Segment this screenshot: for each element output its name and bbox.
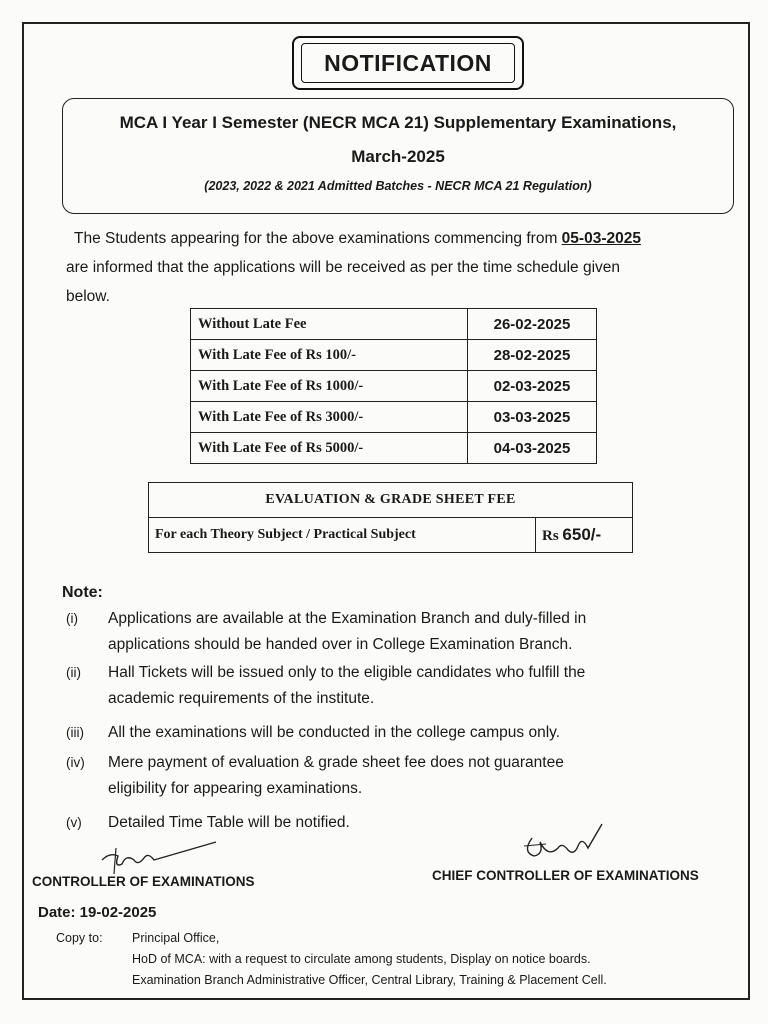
note-text: All the examinations will be conducted in the college campus only.: [108, 724, 561, 741]
exam-month: March-2025: [351, 147, 445, 166]
copy-to-list: [132, 928, 607, 991]
note-text: academic requirements of the institute.: [108, 690, 375, 707]
intro-text: The Students appearing for the above examinations commencing from: [74, 230, 558, 247]
note-text: Applications are available at the Examination Branch and duly-filled in: [108, 610, 587, 627]
notice-date: Date: 19-02-2025: [38, 904, 157, 921]
fee-label: With Late Fee of Rs 5000/-: [191, 433, 468, 464]
intro-text: below.: [66, 288, 110, 305]
admitted-batches: (2023, 2022 & 2021 Admitted Batches - NECR MCA 21 Regulation): [204, 179, 592, 193]
table-row: [191, 433, 597, 464]
note-number: (v): [66, 815, 82, 830]
note-number: (ii): [66, 665, 81, 680]
note-number: (iii): [66, 725, 84, 740]
start-date: 05-03-2025: [561, 230, 641, 247]
note-text: Hall Tickets will be issued only to the eligible candidates who fulfill the: [108, 664, 586, 681]
table-row: [191, 371, 597, 402]
list-item: [66, 660, 706, 712]
fee-label: With Late Fee of Rs 3000/-: [191, 402, 468, 433]
note-number: (iv): [66, 755, 85, 770]
currency-label: Rs: [542, 528, 559, 544]
intro-text: are informed that the applications will be received as per the time schedule given: [66, 259, 621, 276]
fee-schedule-table: [190, 308, 597, 464]
copy-to-label: Copy to:: [56, 931, 103, 945]
exam-title: MCA I Year I Semester (NECR MCA 21) Supplementary Examinations,: [119, 113, 677, 132]
fee-label: With Late Fee of Rs 1000/-: [191, 371, 468, 402]
list-item: HoD of MCA: with a request to circulate among students, Display on notice boards.: [132, 952, 591, 966]
list-item: [66, 606, 706, 658]
note-number: (i): [66, 611, 78, 626]
list-item: Examination Branch Administrative Officer, Central Library, Training & Placement Cell.: [132, 973, 607, 987]
table-row: [191, 402, 597, 433]
evaluation-label: For each Theory Subject / Practical Subject: [149, 518, 536, 553]
chief-controller-signature: [518, 818, 608, 870]
evaluation-fee-table: [148, 482, 633, 553]
fee-date: 04-03-2025: [468, 433, 597, 464]
table-row: [149, 483, 633, 518]
table-row: [191, 340, 597, 371]
intro-paragraph: [66, 224, 736, 311]
evaluation-amount-cell: [536, 518, 633, 553]
notes-heading: Note:: [62, 584, 103, 601]
note-text: Detailed Time Table will be notified.: [108, 814, 350, 831]
table-row: [149, 518, 633, 553]
evaluation-header: EVALUATION & GRADE SHEET FEE: [149, 483, 633, 518]
list-item: [66, 720, 706, 746]
fee-label: Without Late Fee: [191, 309, 468, 340]
fee-date: 02-03-2025: [468, 371, 597, 402]
fee-date: 26-02-2025: [468, 309, 597, 340]
page-title: NOTIFICATION: [324, 49, 492, 76]
table-row: [191, 309, 597, 340]
exam-heading-box: [62, 98, 734, 214]
fee-date: 03-03-2025: [468, 402, 597, 433]
list-item: Principal Office,: [132, 931, 220, 945]
note-text: eligibility for appearing examinations.: [108, 780, 363, 797]
list-item: [66, 810, 706, 836]
fee-label: With Late Fee of Rs 100/-: [191, 340, 468, 371]
note-text: Mere payment of evaluation & grade sheet fee does not guarantee: [108, 754, 564, 771]
notification-title-box: [292, 36, 524, 90]
controller-designation: CONTROLLER OF EXAMINATIONS: [32, 874, 255, 889]
evaluation-amount: 650/-: [562, 525, 602, 544]
note-text: applications should be handed over in College Examination Branch.: [108, 636, 573, 653]
chief-controller-designation: CHIEF CONTROLLER OF EXAMINATIONS: [432, 868, 699, 883]
fee-date: 28-02-2025: [468, 340, 597, 371]
list-item: [66, 750, 706, 802]
